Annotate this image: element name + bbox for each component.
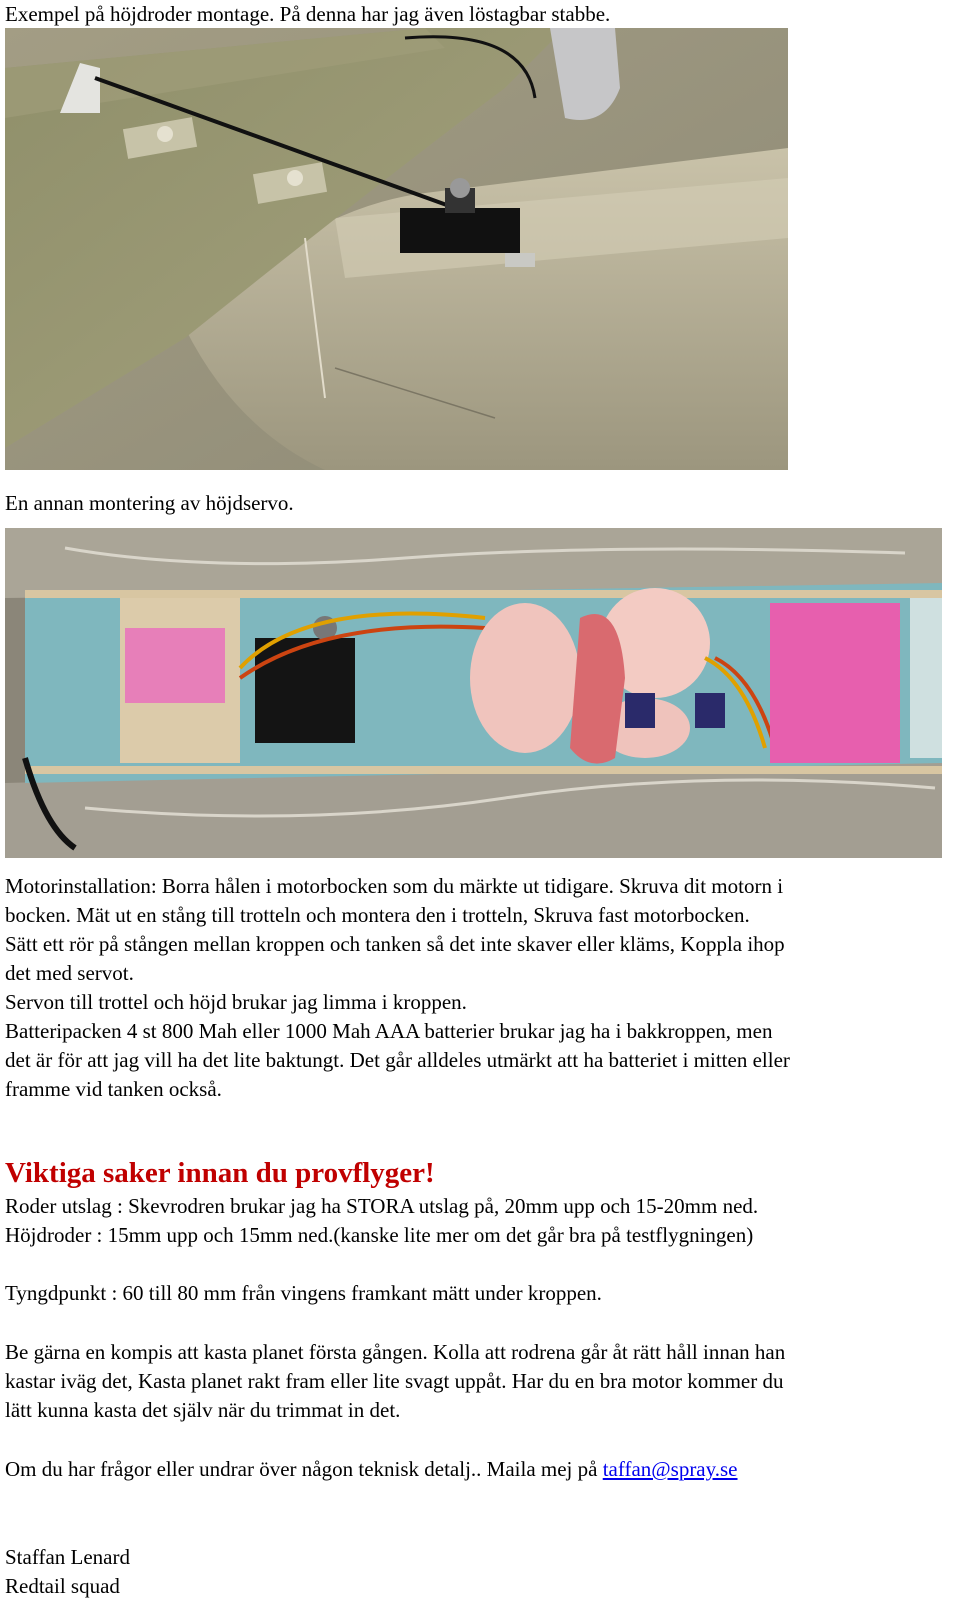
photo-elevator-mount	[5, 28, 788, 470]
motor-line-8: framme vid tanken också.	[5, 1077, 222, 1101]
signature-team: Redtail squad	[5, 1574, 120, 1598]
caption-elevator-mount: Exempel på höjdroder montage. På denna har jag även löstagbar stabbe.	[5, 2, 611, 26]
roder-line-1: Roder utslag : Skevrodren brukar jag ha STORA utslag på, 20mm upp och 15-20mm ned.	[5, 1194, 759, 1218]
roder-paragraph	[5, 1192, 950, 1250]
motor-line-3: Sätt ett rör på stången mellan kroppen och tanken så det inte skaver eller kläms, Koppla ihop	[5, 932, 785, 956]
motor-installation-paragraph	[5, 872, 950, 1104]
motor-line-2: bocken. Mät ut en stång till trotteln och montera den i trotteln, Skruva fast motorbocken.	[5, 903, 750, 927]
contact-line	[5, 1455, 950, 1484]
throw-paragraph	[5, 1338, 950, 1425]
motor-line-1: Motorinstallation: Borra hålen i motorbocken som du märkte ut tidigare. Skruva dit motorn i	[5, 874, 784, 898]
motor-line-7: det är för att jag vill ha det lite baktungt. Det går alldeles utmärkt att ha batteriet i mitten eller	[5, 1048, 790, 1072]
tyngdpunkt-line: Tyngdpunkt : 60 till 80 mm från vingens framkant mätt under kroppen.	[5, 1281, 602, 1305]
signature	[5, 1543, 950, 1601]
section-heading: Viktiga saker innan du provflyger!	[5, 1157, 435, 1189]
motor-line-5: Servon till trottel och höjd brukar jag limma i kroppen.	[5, 990, 467, 1014]
contact-text: Om du har frågor eller undrar över någon teknisk detalj.. Maila mej på	[5, 1457, 603, 1481]
caption-elevator-servo: En annan montering av höjdservo.	[5, 491, 294, 515]
roder-line-2: Höjdroder : 15mm upp och 15mm ned.(kanske lite mer om det går bra på testflygningen)	[5, 1223, 754, 1247]
motor-line-6: Batteripacken 4 st 800 Mah eller 1000 Mah AAA batterier brukar jag ha i bakkroppen, men	[5, 1019, 773, 1043]
email-link[interactable]: taffan@spray.se	[602, 1457, 738, 1481]
throw-line-3: lätt kunna kasta det själv när du trimmat in det.	[5, 1398, 401, 1422]
photo-servo-installation	[5, 528, 942, 858]
throw-line-1: Be gärna en kompis att kasta planet första gången. Kolla att rodrena går åt rätt håll innan han	[5, 1340, 786, 1364]
signature-name: Staffan Lenard	[5, 1545, 130, 1569]
motor-line-4: det med servot.	[5, 961, 134, 985]
throw-line-2: kastar iväg det, Kasta planet rakt fram eller lite svagt uppåt. Har du en bra motor kommer du	[5, 1369, 784, 1393]
